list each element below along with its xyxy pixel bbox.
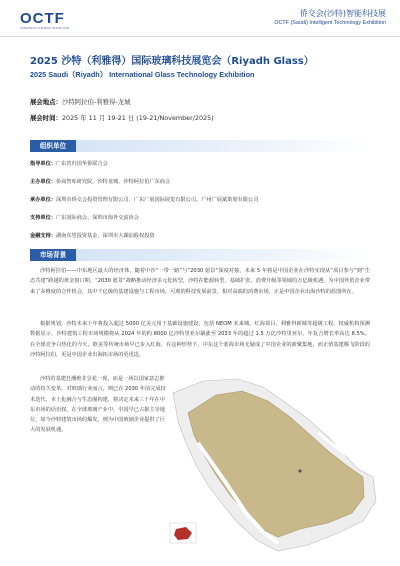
org-row-guidance [30,160,108,167]
venue-value: 沙特阿拉伯-利雅得-龙城 [61,98,131,106]
org-row-organizer [30,196,258,203]
logo: OCTF [20,10,65,27]
riyadh-marker [298,469,301,472]
org-row-finance [30,232,155,239]
logo-subtitle: OVERSEAS CHINESE TRADE FAIR [20,26,70,30]
header-title-en: OCTF (Saudi) Intelligent Technology Exhibition [274,20,386,26]
organization-section-title: 组织单位 [30,140,76,152]
organization-section-header [30,140,370,152]
page-header [0,0,400,37]
org-value: 广东省归国华侨联合会 [55,161,108,167]
org-label: 承办单位： [30,197,56,203]
venue-row [30,97,130,106]
org-label: 指导单位： [30,161,56,167]
time-label: 展会时间： [30,114,62,122]
event-title-cn: 2025 沙特（利雅得）国际玻璃科技展览会（Riyadh Glass） [30,56,314,67]
time-value: 2025 年 11 月 19-21 日 (19-21/November/2025) [61,114,214,122]
org-label: 支持单位： [30,215,56,221]
org-value: 湖南东望投资基金、深圳市大湖汕股权投资 [55,233,155,239]
org-label: 金融支持： [30,233,56,239]
venue-label: 展会地点： [30,98,62,106]
org-row-support [30,214,139,221]
market-paragraph-3: 沙特的基建狂潮绝非昙花一现，而是一场以国家意志推动的持久变革。对玻璃行业而言，则已在 2030 年前完成技术迭代、本土化融合与生态圈构建，将决定未来三十年在中东市场的话语权。在全球玻璃产业中，中国早已占据主导地位，如今沙特建筑市场的爆发，则为中国玻璃企业提供了巨大的发展机遇。 [30,376,166,434]
market-paragraph-1: 沙特阿拉伯——中东地区最大的经济体，随着中沙“一带一路”与“2030 愿景”深度对接，未来 5 年将是中国企业在沙特实现从“项目参与”到“生态共建”跨越的黄金窗口期。“2030 愿景”战略推动经济多元化转型，沙特在能源转型、基础扩张、消费升级等领域的万亿级机遇，为中国外贸企业带来了多维度的合作机会，其中千亿级的基建设施与工程市场，可观的科技发展前景，相对高端的消费市场，正是中国企业出海沙特的蓝图所在。 [30,268,370,295]
org-label: 主办单位： [30,179,56,185]
saudi-arabia-map [168,373,378,553]
event-title-en: 2025 Saudi（Riyadh） International Glass Technology Exhibition [30,70,255,79]
market-section-title: 市场背景 [30,249,76,261]
time-row [30,113,214,122]
org-value: 深圳市侨交会投资管理有限公司、广东广展国际展览有限公司、广州广展斌策划有限公司 [55,197,259,203]
org-value: 广东国际商会、深圳市海外交流协会 [55,215,139,221]
org-value: 侨商智库研究院、沙特龙城、沙特阿拉伯广东商会 [55,179,171,185]
market-section-header [30,249,370,261]
header-title-cn: 侨交会(沙特)智能科技展 [299,9,386,18]
market-paragraph-2: 根据规划，沙特未来十年将投入超过 5000 亿美元用于基础设施建设，包括 NEOM 未来城、红海项目，利雅得新城等超级工程。权威机构预测数据显示，沙特建筑工程市场规模将从 2024 年的约 8000 亿沙特里亚尔飙涨至 2033 年的超过 1.5 万亿沙特里亚尔，年复合增长率高达 8.5%。在全球竞争白热化的今天，欧美等传统市场早已步入红海，在这种形势下，中东这个蓝海市场无疑成了中国企业的新聚集地，而正值基建腾飞阶段的沙特阿拉伯，更是中国企业出海拓市场的更优选。 [30,321,370,358]
org-row-host [30,178,170,185]
